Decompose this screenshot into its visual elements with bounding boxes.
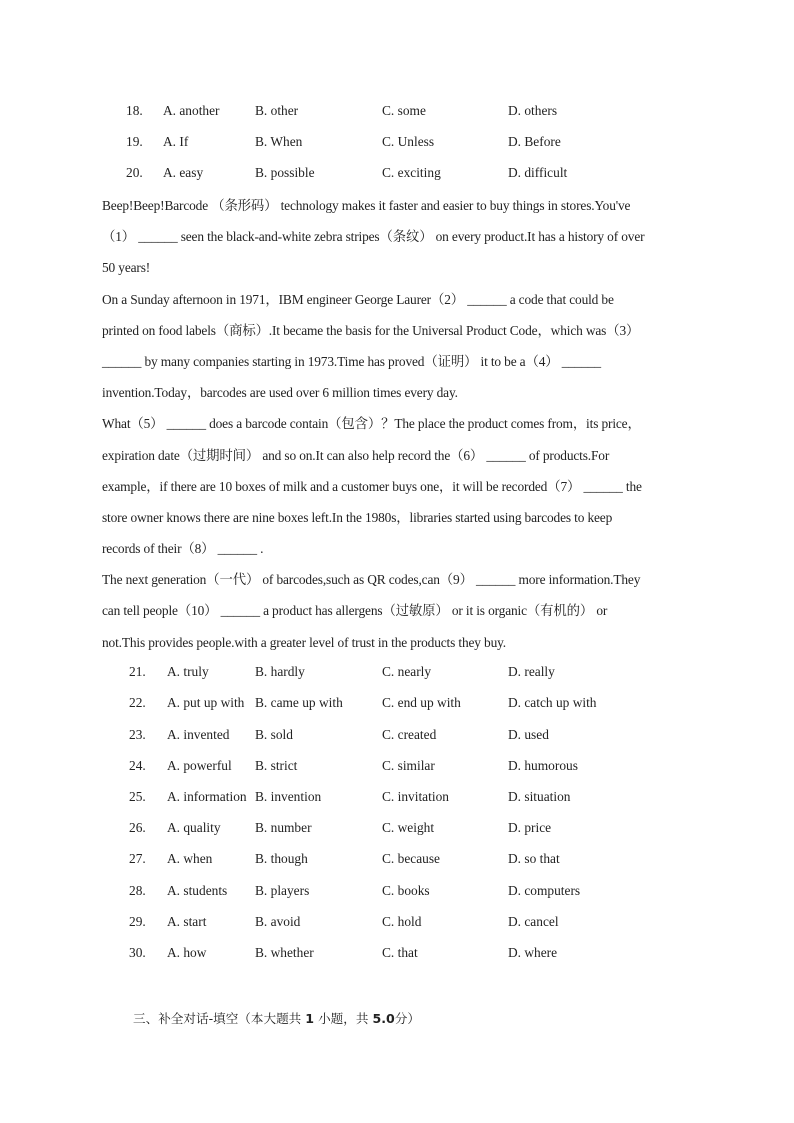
passage-line: ______ by many companies starting in 1973.Time has proved（证明） it to be a（4） ______ bbox=[102, 353, 601, 369]
question-row bbox=[0, 134, 794, 154]
option-c: C. end up with bbox=[382, 695, 461, 710]
option-a: A. students bbox=[167, 883, 228, 898]
option-a: A. another bbox=[163, 103, 220, 118]
question-row bbox=[0, 914, 794, 934]
question-row bbox=[0, 664, 794, 684]
option-d: D. cancel bbox=[508, 914, 559, 929]
option-c: C. that bbox=[382, 945, 418, 960]
option-a: A. powerful bbox=[167, 758, 232, 773]
passage-line: example，if there are 10 boxes of milk and a customer buys one，it will be recorded（7） ______ the bbox=[102, 478, 642, 494]
option-b: B. came up with bbox=[255, 695, 343, 710]
question-row bbox=[0, 103, 794, 123]
option-b: B. When bbox=[255, 134, 303, 149]
passage-line: store owner knows there are nine boxes left.In the 1980s，libraries started using barcodes to keep bbox=[102, 509, 613, 525]
option-a: A. invented bbox=[167, 727, 230, 742]
option-d: D. so that bbox=[508, 851, 560, 866]
passage-line: invention.Today，barcodes are used over 6 million times every day. bbox=[102, 385, 458, 401]
option-a: A. when bbox=[167, 851, 213, 866]
option-d: D. situation bbox=[508, 789, 571, 804]
question-row bbox=[0, 945, 794, 965]
option-d: D. Before bbox=[508, 134, 561, 149]
option-c: C. invitation bbox=[382, 789, 449, 804]
question-number: 25. bbox=[129, 789, 146, 804]
question-number: 28. bbox=[129, 883, 146, 898]
section-score: 5.0 bbox=[372, 1011, 395, 1026]
question-number: 19. bbox=[126, 134, 143, 149]
option-b: B. number bbox=[255, 820, 312, 835]
option-b: B. invention bbox=[255, 789, 322, 804]
section-question-count: 1 bbox=[305, 1011, 315, 1026]
section-heading-prefix: 三、补全对话-填空（本大题共 bbox=[133, 1011, 302, 1026]
option-c: C. hold bbox=[382, 914, 422, 929]
passage-line: expiration date（过期时间） and so on.It can also help record the（6） ______ of products.For bbox=[102, 447, 610, 463]
question-row bbox=[0, 758, 794, 778]
option-c: C. similar bbox=[382, 758, 435, 773]
question-number: 22. bbox=[129, 695, 146, 710]
passage-line: not.This provides people.with a greater level of trust in the products they buy. bbox=[102, 634, 506, 650]
option-d: D. others bbox=[508, 103, 558, 118]
question-number: 20. bbox=[126, 165, 143, 180]
option-b: B. strict bbox=[255, 758, 298, 773]
option-c: C. weight bbox=[382, 820, 435, 835]
option-d: D. price bbox=[508, 820, 552, 835]
section-heading bbox=[133, 1008, 420, 1027]
option-d: D. difficult bbox=[508, 165, 568, 180]
question-number: 26. bbox=[129, 820, 146, 835]
option-c: C. nearly bbox=[382, 664, 432, 679]
question-row bbox=[0, 851, 794, 871]
passage-line: On a Sunday afternoon in 1971，IBM engineer George Laurer（2） ______ a code that could be bbox=[102, 291, 614, 307]
question-row bbox=[0, 727, 794, 747]
question-number: 23. bbox=[129, 727, 146, 742]
question-row bbox=[0, 165, 794, 185]
option-b: B. though bbox=[255, 851, 308, 866]
option-a: A. put up with bbox=[167, 695, 245, 710]
option-a: A. If bbox=[163, 134, 189, 149]
option-d: D. catch up with bbox=[508, 695, 597, 710]
passage-line: can tell people（10） ______ a product has allergens（过敏原） or it is organic（有机的） or bbox=[102, 603, 608, 619]
passage-line: printed on food labels（商标）.It became the basis for the Universal Product Code，which was（3） bbox=[102, 322, 640, 338]
option-b: B. whether bbox=[255, 945, 314, 960]
option-d: D. really bbox=[508, 664, 555, 679]
option-b: B. hardly bbox=[255, 664, 305, 679]
section-heading-suffix: 分） bbox=[394, 1011, 420, 1026]
option-d: D. where bbox=[508, 945, 558, 960]
option-c: C. exciting bbox=[382, 165, 441, 180]
passage-line: Beep!Beep!Barcode （条形码） technology makes it faster and easier to buy things in stores.You've bbox=[102, 198, 631, 213]
option-b: B. other bbox=[255, 103, 299, 118]
option-d: D. computers bbox=[508, 883, 581, 898]
passage-line: （1） ______ seen the black-and-white zebra stripes（条纹） on every product.It has a history of over bbox=[102, 229, 645, 245]
option-a: A. quality bbox=[167, 820, 221, 835]
option-a: A. information bbox=[167, 789, 247, 804]
question-number: 24. bbox=[129, 758, 146, 773]
option-c: C. some bbox=[382, 103, 426, 118]
option-b: B. avoid bbox=[255, 914, 301, 929]
question-number: 27. bbox=[129, 851, 146, 866]
option-a: A. start bbox=[167, 914, 207, 929]
question-row bbox=[0, 883, 794, 903]
option-c: C. books bbox=[382, 883, 430, 898]
question-number: 18. bbox=[126, 103, 143, 118]
passage-line: What（5） ______ does a barcode contain（包含）？The place the product comes from，its price， bbox=[102, 416, 641, 432]
question-number: 29. bbox=[129, 914, 146, 929]
question-row bbox=[0, 695, 794, 715]
option-a: A. truly bbox=[167, 664, 209, 679]
option-a: A. easy bbox=[163, 165, 204, 180]
option-c: C. created bbox=[382, 727, 437, 742]
option-a: A. how bbox=[167, 945, 207, 960]
passage-line: The next generation（一代） of barcodes,such as QR codes,can（9） ______ more information.They bbox=[102, 572, 641, 588]
option-b: B. players bbox=[255, 883, 310, 898]
question-number: 21. bbox=[129, 664, 146, 679]
question-row bbox=[0, 820, 794, 840]
option-c: C. Unless bbox=[382, 134, 435, 149]
question-number: 30. bbox=[129, 945, 146, 960]
passage-line: records of their（8） ______ . bbox=[102, 541, 264, 557]
passage-line: 50 years! bbox=[102, 260, 151, 276]
option-b: B. possible bbox=[255, 165, 315, 180]
option-d: D. humorous bbox=[508, 758, 578, 773]
question-row bbox=[0, 789, 794, 809]
option-b: B. sold bbox=[255, 727, 293, 742]
section-heading-mid: 小题，共 bbox=[318, 1011, 369, 1026]
option-d: D. used bbox=[508, 727, 549, 742]
reading-passage bbox=[102, 196, 702, 664]
option-c: C. because bbox=[382, 851, 441, 866]
